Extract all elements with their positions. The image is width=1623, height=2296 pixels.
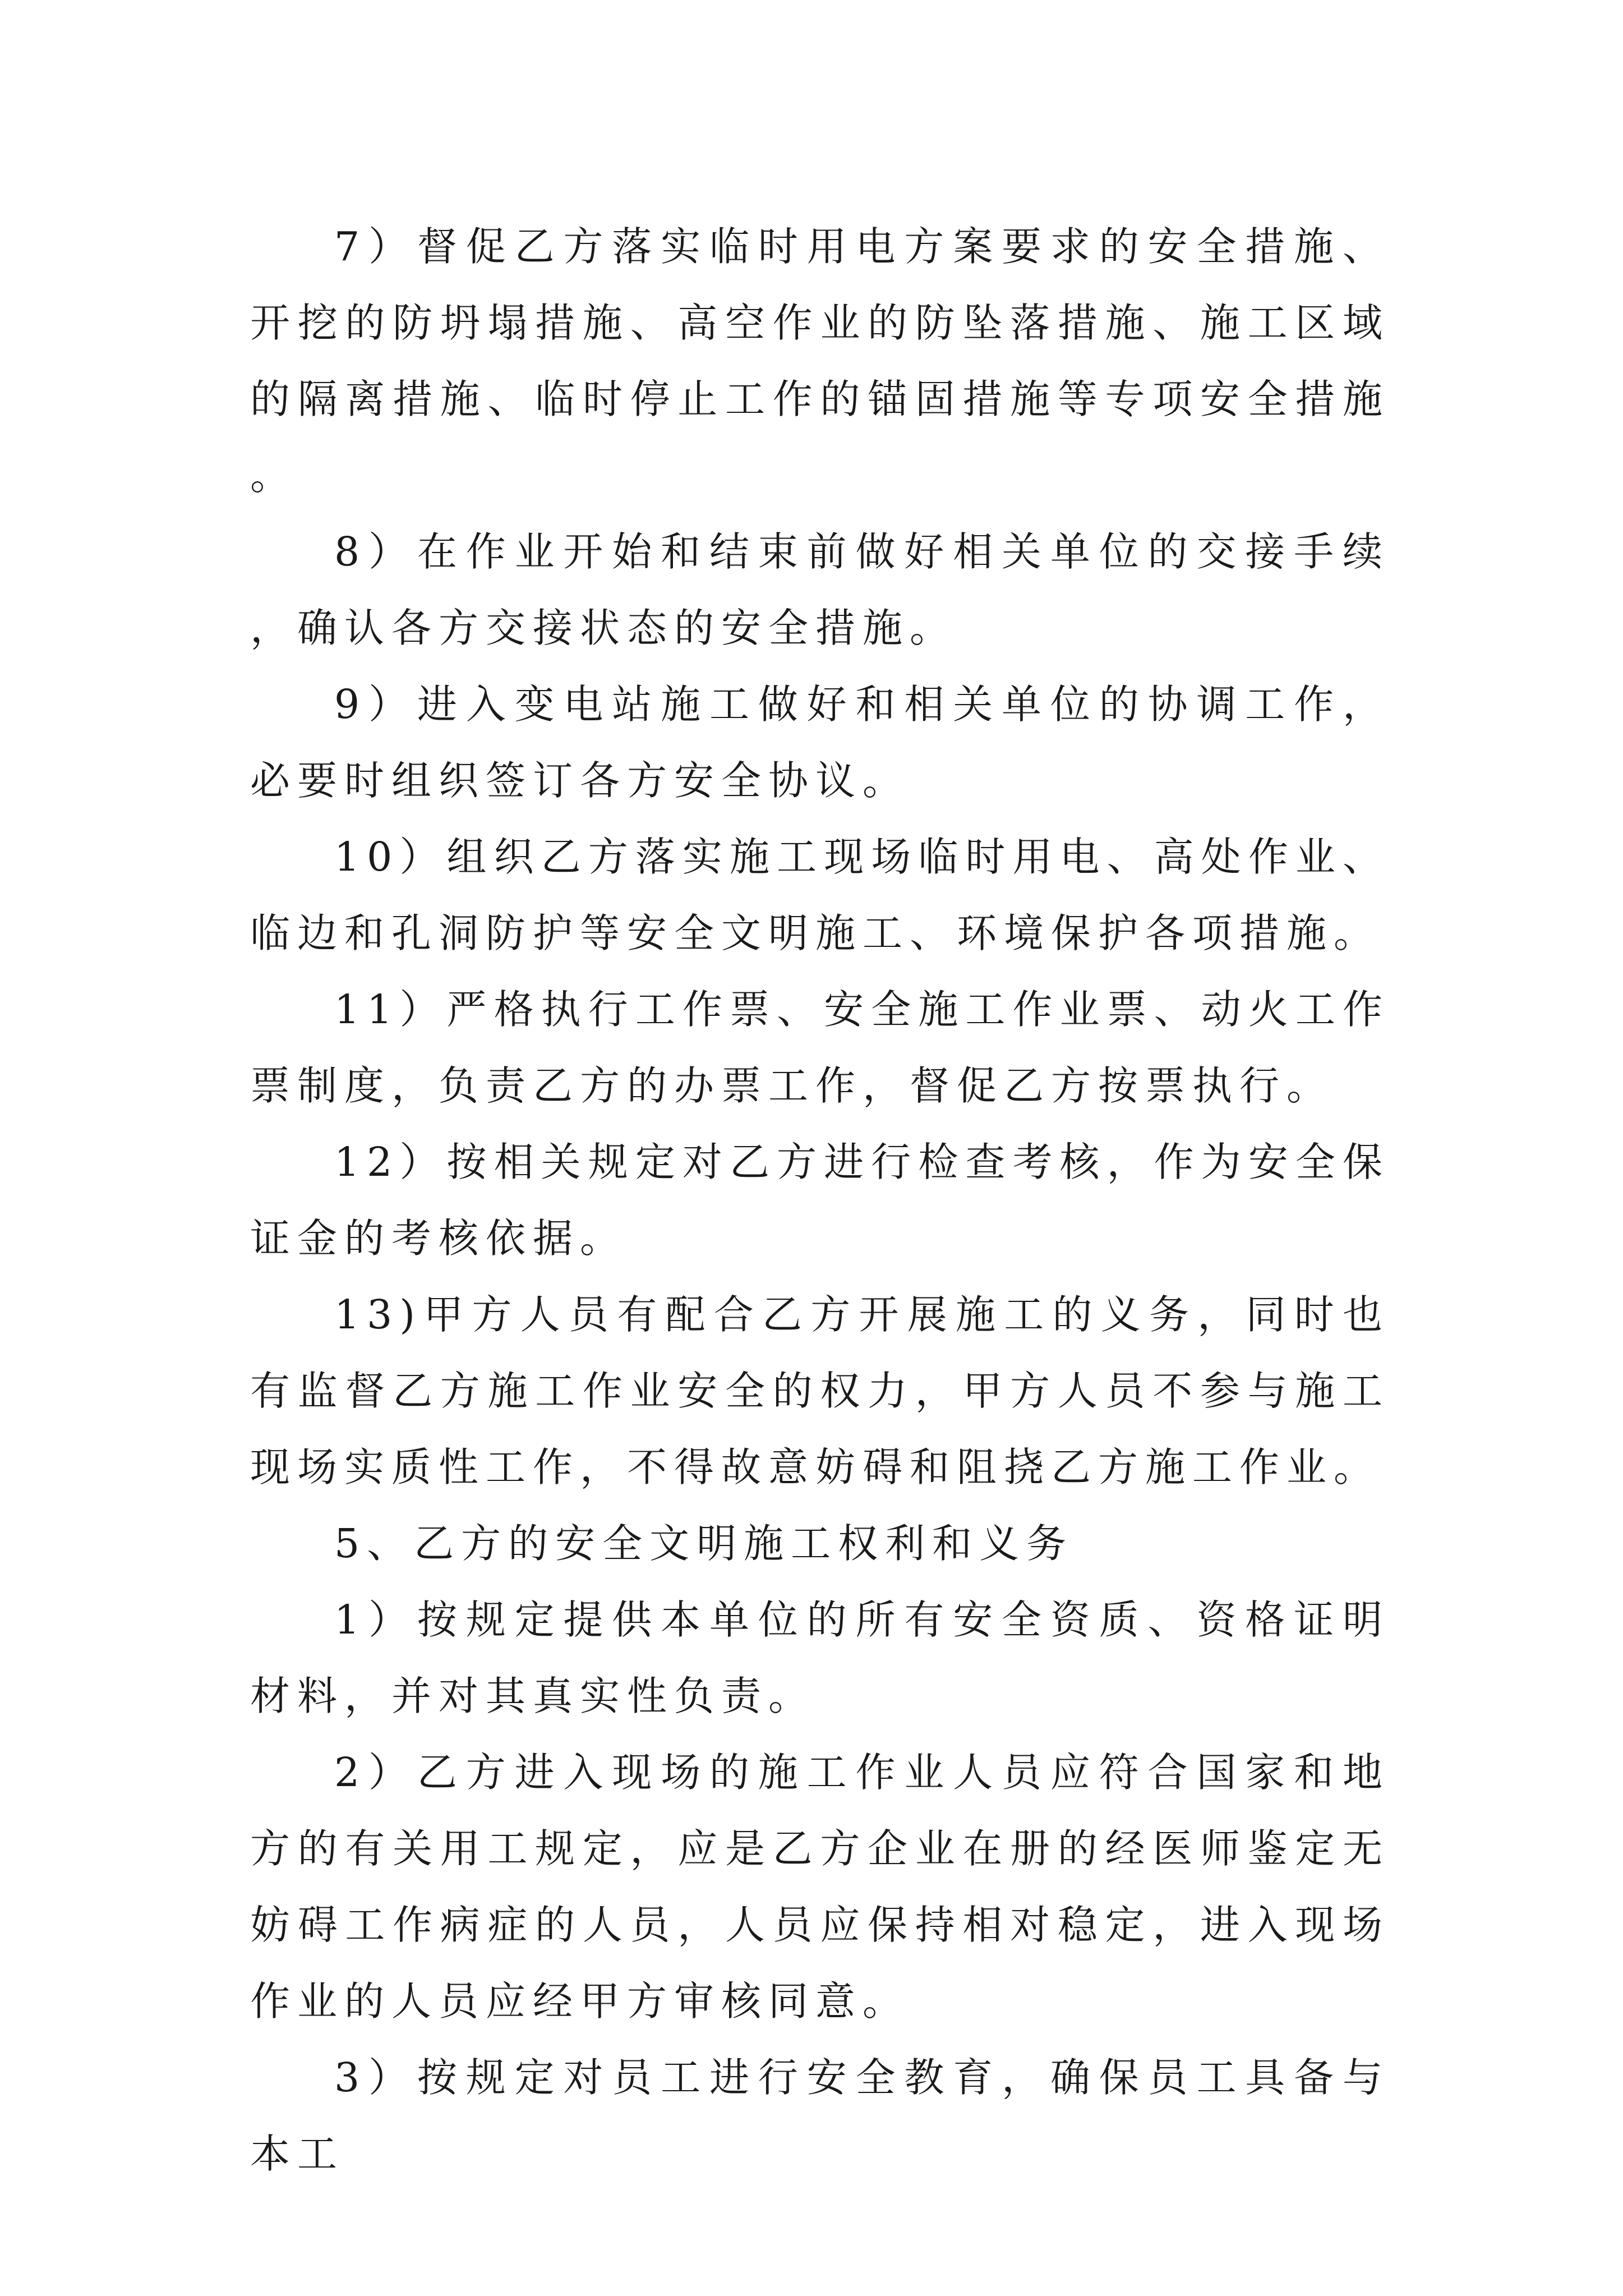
paragraph-item-12: 12）按相关规定对乙方进行检查考核，作为安全保证金的考核依据。 [250,1139,1390,1262]
paragraph-item-3: 3）按规定对员工进行安全教育，确保员工具备与本工 [250,2054,1390,2177]
document-body [250,209,1390,2192]
paragraph-item-8: 8）在作业开始和结束前做好相关单位的交接手续，确认各方交接状态的安全措施。 [250,528,1390,651]
paragraph-item-7: 7）督促乙方落实临时用电方案要求的安全措施、开挖的防坍塌措施、高空作业的防坠落措施、施工区域的隔离措施、临时停止工作的锚固措施等专项安全措施。 [250,223,1390,499]
paragraph-item-13: 13)甲方人员有配合乙方开展施工的义务，同时也有监督乙方施工作业安全的权力，甲方人员不参与施工现场实质性工作，不得故意妨碍和阻挠乙方施工作业。 [250,1291,1390,1490]
paragraph-item-1: 1）按规定提供本单位的所有安全资质、资格证明材料，并对其真实性负责。 [250,1596,1390,1719]
paragraph-item-11: 11）严格执行工作票、安全施工作业票、动火工作票制度，负责乙方的办票工作，督促乙方按票执行。 [250,986,1390,1109]
section-heading-5: 5、乙方的安全文明施工权利和义务 [334,1520,1074,1567]
paragraph-item-9: 9）进入变电站施工做好和相关单位的协调工作，必要时组织签订各方安全协议。 [250,681,1390,804]
paragraph-item-2: 2）乙方进入现场的施工作业人员应符合国家和地方的有关用工规定，应是乙方企业在册的经医师鉴定无妨碍工作病症的人员，人员应保持相对稳定，进入现场作业的人员应经甲方审核同意。 [250,1749,1390,2024]
paragraph-item-10: 10）组织乙方落实施工现场临时用电、高处作业、临边和孔洞防护等安全文明施工、环境保护各项措施。 [250,834,1390,956]
